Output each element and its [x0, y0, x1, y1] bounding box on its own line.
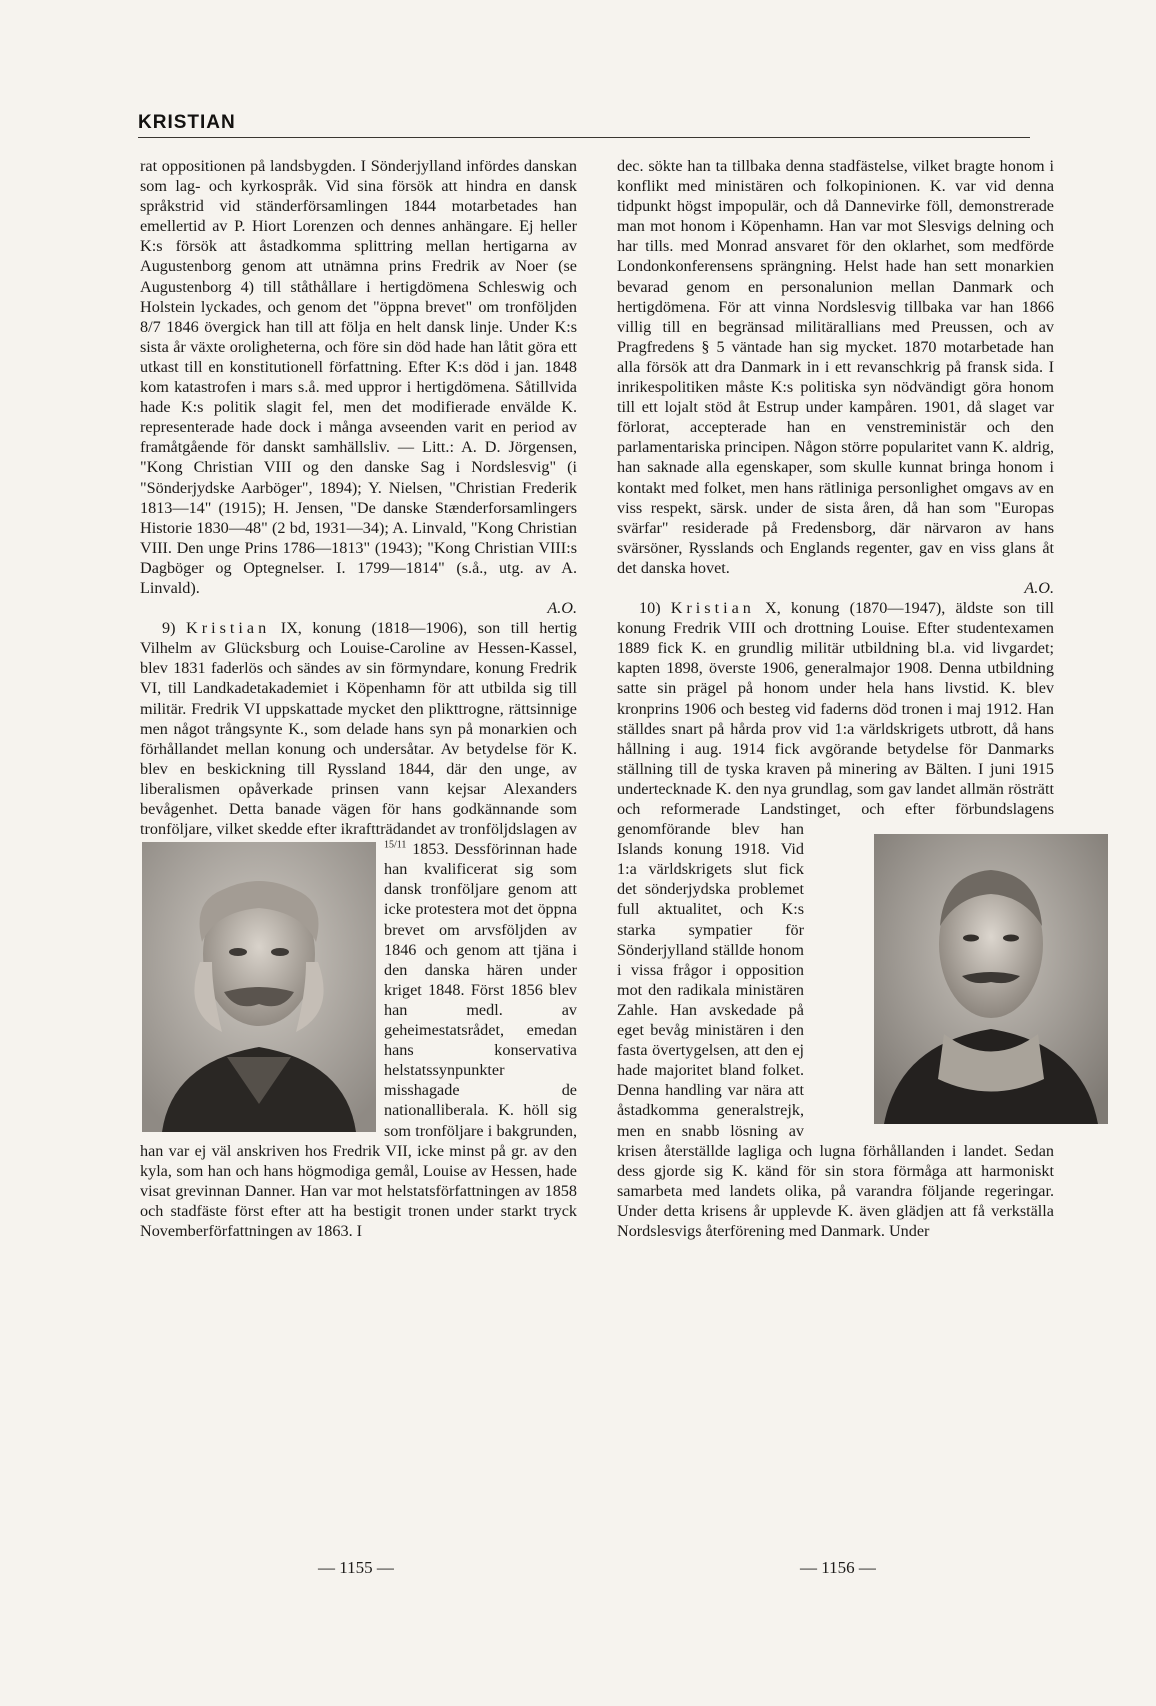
entry-number: 10) [639, 599, 661, 618]
kristian-viii-continuation: rat oppositionen på landsbygden. I Sönderjylland infördes danskan som lag- och kyrkospråk. Vid sina försök att hindra en dansk språkstrid vid ständerförsamlingen 1844 motarbetades han emellertid av P. Hiort Lorenzen och dennes anhängare. Ej heller K:s försök att åstadkomma splittring mellan hertigarna av Augustenborg genom att utnämna prins Fredrik av Noer (se Augustenborg 4) till ståthållare i hertigdömena Schleswig och Holstein lyckades, och genom det "öppna brevet" om tronföljden 8/7 1846 övergick han till att följa en helt dansk linje. Under K:s sista år växte oroligheterna, och före sin död hade han låtit göra ett utkast till en konstitutionell författning. Efter K:s död i jan. 1848 kom katastrofen i mars s.å. med uppror i hertigdömena. Såtillvida hade K:s politik slagit fel, men det modifierade envälde K. representerade hade dock i många avseenden varit en period av framåtgående för danskt samhällsliv. — Litt.: A. D. Jörgensen, "Kong Christian VIII og den danske Sag i Nordslesvig" (i "Sönderjydske Aarböger", 1894); Y. Nielsen, "Christian Frederik 1813—14" (1915); H. Jensen, "De danske Stænderforsamlingers Historie 1830—48" (2 bd, 1931—34); A. Linvald, "Kong Christian VIII. Den unge Prins 1786—1813" (1943); "Kong Christian VIII:s Dagböger og Optegnelser. I. 1799—1814" (s.å., utg. av A. Linvald). A.O. [140, 157, 577, 618]
author-signature: A.O. [547, 599, 577, 618]
portrait-kristian-ix [142, 842, 376, 1132]
portrait-kristian-x [874, 834, 1108, 1124]
header-rule [138, 137, 1030, 138]
running-head: KRISTIAN [138, 112, 236, 133]
entry-kristian-ix: 9) Kristian IX, konung (1818—1906), son till hertig Vilhelm av Glücksburg och Louise-Caroline av Hessen-Kassel, blev 1831 faderlös och sändes av sin förmyndare, konung Fredrik VI, till Landkadetakademiet i Köpenhamn för att utbilda sig till militär. Fredrik VI uppskattade mycket den plikttrogne, rättsinnige men något trångsynte K., som delade hans syn på monarkien och förhållandet mellan konung och undersåtar. Av betydelse för K. blev en beskickning till Ryssland 1844, där den unge, av liberalismen opåverkade prinsen vann kejsar Alexanders bevågenhet. Detta banade vägen för hans godkännande som tronföljare, vilket skedde efter ikraftträdandet av tronföljdslagen av $^{15/11}$ 1853. Dessförinnan hade han kvalificerat sig som dansk tronföljare genom att icke protestera mot det öppna brevet om arvsföljden av 1846 och genom att tjäna i den danska hären under kriget 1848. Först 1856 blev han medl. av geheimestatsrådet, emedan hans konservativa helstatssynpunkter misshagade de nationalliberala. K. höll sig som tronföljare i bakgrunden, han var ej väl anskriven hos Fredrik VII, icke minst på gr. av den kyla, som han och hans högmodiga gemål, Louise av Hessen, hade visat grevinnan Danner. Han var mot helstatsförfattningen av 1858 och stadfäste först efter att ha bestigit tronen under starkt tryck Novemberförfattningen av 1863. I [140, 619, 578, 1240]
date-fraction: 15/11 [384, 839, 407, 851]
portrait-photo-icon [142, 842, 376, 1132]
author-signature: A.O. [1024, 578, 1054, 597]
kristian-ix-continuation: dec. sökte han ta tillbaka denna stadfästelse, vilket bragte honom i konflikt med ministären och folkopinionen. K. var vid denna tidpunkt högst impopulär, och då Dannevirke föll, demonstrerade man mot honom i Köpenhamn. Han var mot Slesvigs delning och har tills. med Monrad ansvaret för den oklarhet, som medförde Londonkonferensens sprängning. Helst hade han sett monarkien bevarad genom en personalunion mellan Danmark och hertigdömena. För att vinna Nordslesvig tillbaka var han 1866 villig till en begränsad militärallians med Preussen, och av Pragfredens § 5 väntade han sig mycket. 1870 motarbetade han alla försök att dra Danmark in i ett revanschkrig på fransk sida. I inrikespolitiken måste K:s politiska syn nödvändigt göra honom till ett lojalt stöd åt Estrup under kampåren. 1901, då slaget var förlorat, accepterade han en venstreministär och den parlamentariska principen. Någon större popularitet vann K. aldrig, han saknade alla egenskaper, som skulle kunnat bringa honom i kontakt med folket, men hans rätliniga personlighet omgavs av en viss respekt, särsk. under de sista åren, då han som "Europas svärfar" residerade på Fredensborg, där närvaron av hans svärsöner, Rysslands och Englands regenter, gav en viss glans åt det danska hovet. A.O. [617, 157, 1054, 597]
page-number-right: — 1156 — [800, 1558, 876, 1577]
portrait-photo-icon [874, 834, 1108, 1124]
entry-headword: Kristian [670, 599, 755, 618]
entry-kristian-x: 10) Kristian X, konung (1870—1947), äldste son till konung Fredrik VIII och drottning Louise. Efter studentexamen 1889 fick K. en grundlig militär utbildning bl.a. vid livgardet; kapten 1898, överste 1906, generalmajor 1908. Denna utbildning satte sin prägel på honom under hela hans livstid. K. blev kronprins 1906 och besteg vid faderns död tronen i maj 1912. Han ställdes snart på hårda prov vid 1:a världskrigets utbrott, då hans hållning i aug. 1914 fick avgörande betydelse för Danmarks ställning till de tyska kraven på minering av Bälten. I juni 1915 undertecknade K. den nya grundlag, som gav landet allmän rösträtt och reformerade Landstinget, och efter förbundslagens genomförande blev han Islands konung 1918. Vid 1:a världskrigets slut fick det sönderjydska problemet full aktualitet, och K:s starka sympatier för Sönderjylland ställde honom i vissa frågor i opposition mot den radikala ministären Zahle. Han avskedade på eget bevåg ministären i den fasta övertygelsen, att den ej hade majoritet bland folket. Denna handling var nära att åstadkomma generalstrejk, men en snabb lösning av krisen återställde lagliga och lugna förhållanden i landet. Sedan dess gjorde sig K. känd för sin stora förmåga att harmoniskt samarbeta med landets olika, på varandra följande regeringar. Under detta krisens år upplevde K. även glädjen att få verkställa Nordslesvigs återförening med Danmark. Under [617, 599, 1054, 1240]
entry-headword: Kristian [186, 619, 271, 638]
page-number-left: — 1155 — [318, 1558, 394, 1577]
entry-number: 9) [162, 619, 176, 638]
